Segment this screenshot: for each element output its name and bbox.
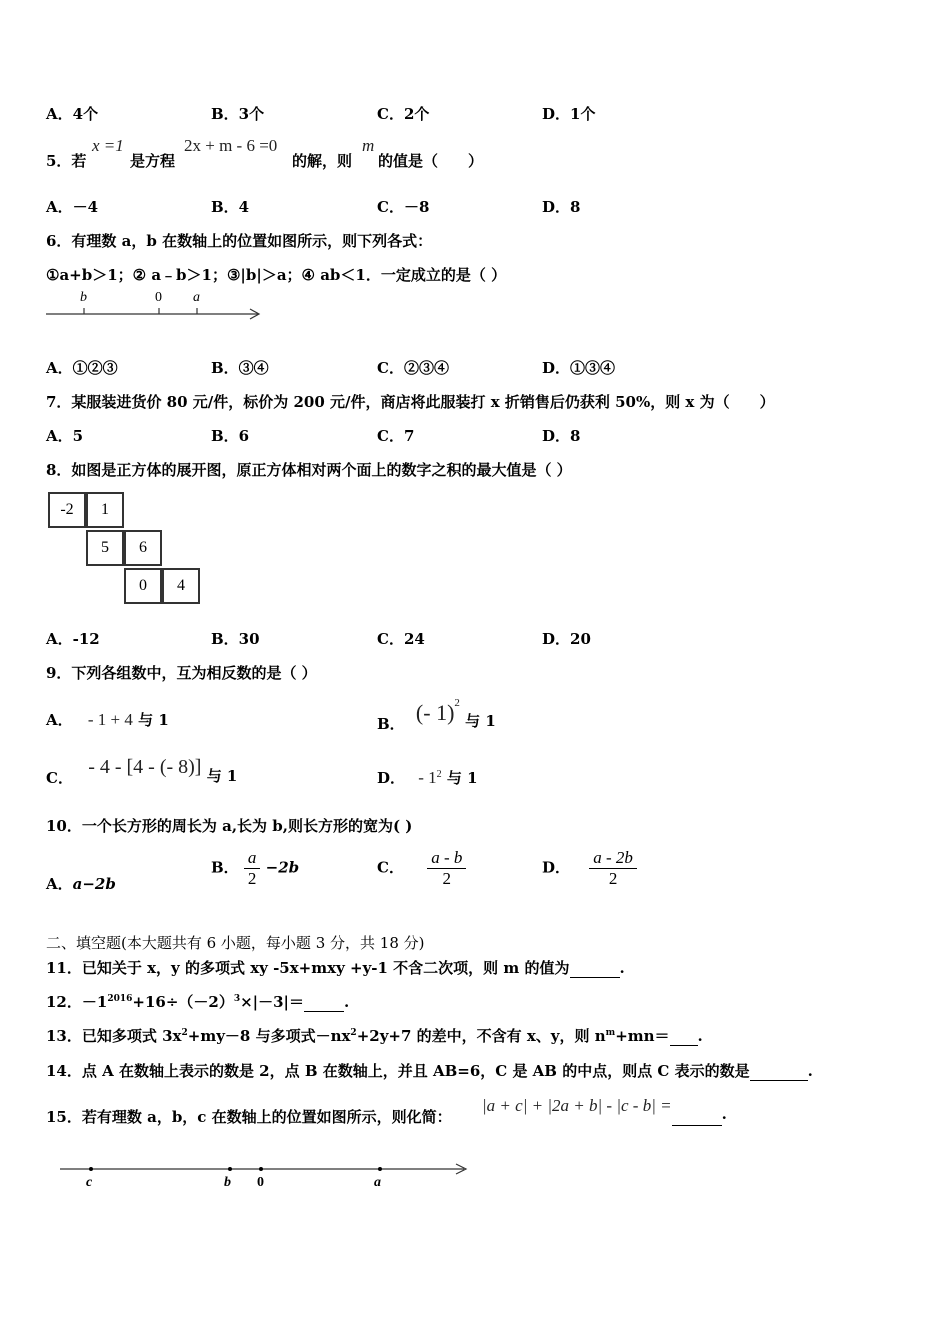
q8-option-c: C．24 <box>377 630 425 648</box>
q6-axis-label-b: b <box>80 290 87 305</box>
q10-b-fraction <box>244 848 261 889</box>
q12-end: . <box>344 993 350 1011</box>
q15-axis-label-b: b <box>224 1175 231 1190</box>
q5-mid: 是方程 <box>130 152 176 170</box>
q6-option-a: A．①②③ <box>46 359 118 377</box>
q13-e3: m <box>605 1028 616 1038</box>
q9-d-exp: 2 <box>436 769 442 780</box>
q13-answer-blank[interactable] <box>670 1027 698 1046</box>
q10-option-a <box>46 873 116 894</box>
q4-option-c: C．2个 <box>377 105 430 123</box>
q9-b-expr: (- 1) <box>415 700 455 725</box>
q11 <box>46 957 625 978</box>
q13-p2: +my－8 与多项式－nx <box>187 1027 351 1045</box>
q4-option-a: A．4个 <box>46 105 99 123</box>
q10-c-fraction <box>427 848 466 889</box>
q9-c-expr: - 4 - [4 - (- 8)] <box>88 756 202 778</box>
q9-b-label: B． <box>377 715 405 733</box>
q10-b-tail: −2b <box>265 858 300 877</box>
q10-c-label: C． <box>377 858 404 877</box>
q10-c-numerator: a - b <box>427 848 466 869</box>
q5-option-d: D．8 <box>542 198 581 216</box>
q12-exp2: 3 <box>233 994 241 1004</box>
q15-text: 15．若有理数 a，b，c 在数轴上的位置如图所示，则化简： <box>46 1108 452 1126</box>
q4-option-d: D．1个 <box>542 105 596 123</box>
q10-b-numerator: a <box>244 848 261 869</box>
q14-end: . <box>807 1062 813 1080</box>
q9-option-a <box>46 709 169 730</box>
q9-d-label: D． <box>377 769 406 787</box>
q10-d-numerator: a - 2b <box>589 848 637 869</box>
q13-end: . <box>697 1027 703 1045</box>
q5-mid2: 的解，则 <box>292 152 353 170</box>
q13-p3: +2y+7 的差中，不含有 x、y，则 n <box>356 1027 606 1045</box>
section2-title: 二、填空题(本大题共有 6 小题，每小题 3 分，共 18 分) <box>46 934 425 952</box>
q8-option-a: A．-12 <box>46 630 100 648</box>
q12-answer-blank[interactable] <box>304 993 344 1012</box>
q9-option-b <box>377 697 496 733</box>
q5-equation: 2x + m - 6 =0 <box>184 136 278 155</box>
cube-face: 0 <box>124 568 162 604</box>
cube-face: 6 <box>124 530 162 566</box>
q6-option-b: B．③④ <box>211 359 269 377</box>
q15-axis-label-c: c <box>86 1175 93 1190</box>
q10-option-c <box>377 848 466 889</box>
q11-text: 11．已知关于 x，y 的多项式 xy -5x+mxy +y-1 不含二次项，则 m 的值为 <box>46 959 570 977</box>
q6-option-c: C．②③④ <box>377 359 449 377</box>
q15-answer-blank[interactable] <box>672 1107 722 1126</box>
q7-text: 7．某服装进货价 80 元/件，标价为 200 元/件，商店将此服装打 x 折销售后仍获利 50%，则 x 为（ ） <box>46 393 775 411</box>
q15-expression-row <box>482 1096 727 1123</box>
q15-axis-label-zero: 0 <box>257 1175 264 1190</box>
cube-face: 1 <box>86 492 124 528</box>
q9-a-tail: 与 1 <box>138 711 169 729</box>
q8-text: 8．如图是正方体的展开图，原正方体相对两个面上的数字之积的最大值是（ ） <box>46 461 572 479</box>
q11-end: . <box>619 959 625 977</box>
q8-option-b: B．30 <box>211 630 260 648</box>
q11-answer-blank[interactable] <box>570 959 620 978</box>
q5-condition: x =1 <box>92 136 124 155</box>
cube-net <box>48 492 208 612</box>
q12-exp1: 2016 <box>107 994 133 1004</box>
q9-d-tail: 与 1 <box>446 769 478 787</box>
cube-face: -2 <box>48 492 86 528</box>
q10-d-fraction <box>589 848 637 889</box>
q9-a-expr: - 1 + 4 <box>87 710 133 729</box>
q12-prefix: 12．－1 <box>46 993 108 1011</box>
cube-face: 4 <box>162 568 200 604</box>
q9-option-c <box>46 756 238 787</box>
q9-text: 9．下列各组数中，互为相反数的是（ ） <box>46 664 317 682</box>
q10-option-d <box>542 848 637 889</box>
q12 <box>46 991 349 1012</box>
q7-option-b: B．6 <box>211 427 250 445</box>
q10-a-label: A． <box>46 875 73 893</box>
q14 <box>46 1060 813 1081</box>
q4-option-b: B．3个 <box>211 105 265 123</box>
q13-e1: 2 <box>181 1028 188 1038</box>
q6-line2: ①a+b＞1；② a﹣b＞1；③|b|＞a；④ ab＜1．一定成立的是（ ） <box>46 266 507 284</box>
q15-number-line <box>58 1158 478 1198</box>
q12-mid: +16÷（－2） <box>132 993 234 1011</box>
q14-text: 14．点 A 在数轴上表示的数是 2，点 B 在数轴上，并且 AB=6，C 是 AB 的中点，则点 C 表示的数是 <box>46 1062 750 1080</box>
q10-c-denominator: 2 <box>442 869 452 888</box>
q6-axis-label-a: a <box>193 290 200 305</box>
q10-d-label: D． <box>542 858 571 877</box>
q13-p4: +mn＝ <box>615 1027 670 1045</box>
q9-a-label: A． <box>46 711 73 729</box>
q5-option-c: C．－8 <box>377 198 430 216</box>
q10-a-expr: a−2b <box>72 875 116 893</box>
q6-line1: 6．有理数 a，b 在数轴上的位置如图所示，则下列各式： <box>46 232 433 250</box>
q6-axis-label-zero: 0 <box>155 290 162 305</box>
q10-text: 10．一个长方形的周长为 a,长为 b,则长方形的宽为( ) <box>46 817 413 835</box>
q13-e2: 2 <box>350 1028 357 1038</box>
q10-b-label: B． <box>211 858 239 877</box>
q9-c-label: C． <box>46 769 73 787</box>
q9-option-d <box>377 767 478 788</box>
q5-option-a: A．－4 <box>46 198 99 216</box>
q5-suffix: 的值是（ ） <box>378 152 484 170</box>
q10-option-b <box>211 848 299 889</box>
q5-var: m <box>362 136 375 155</box>
q6-number-line <box>44 292 274 326</box>
q8-option-d: D．20 <box>542 630 591 648</box>
q7-option-a: A．5 <box>46 427 84 445</box>
q6-option-d: D．①③④ <box>542 359 616 377</box>
q5-prefix: 5．若 <box>46 152 87 170</box>
q9-c-tail: 与 1 <box>206 767 238 785</box>
q10-b-denominator: 2 <box>247 869 257 888</box>
q7-option-d: D．8 <box>542 427 581 445</box>
q13 <box>46 1025 703 1046</box>
q10-d-denominator: 2 <box>608 869 618 888</box>
q7-option-c: C．7 <box>377 427 415 445</box>
q15-axis-label-a: a <box>374 1175 381 1190</box>
q9-d-expr: - 1 <box>418 768 437 787</box>
q9-b-tail: 与 1 <box>465 712 496 730</box>
q15-end: . <box>721 1105 727 1123</box>
q14-answer-blank[interactable] <box>750 1062 808 1081</box>
q13-p1: 13．已知多项式 3x <box>46 1027 182 1045</box>
q9-b-exp: 2 <box>454 697 460 709</box>
q12-tail: ×|－3|＝ <box>240 993 305 1011</box>
cube-face: 5 <box>86 530 124 566</box>
q5-option-b: B．4 <box>211 198 250 216</box>
q15-expression: |a + c| + |2a + b| - |c - b| = <box>482 1096 672 1115</box>
